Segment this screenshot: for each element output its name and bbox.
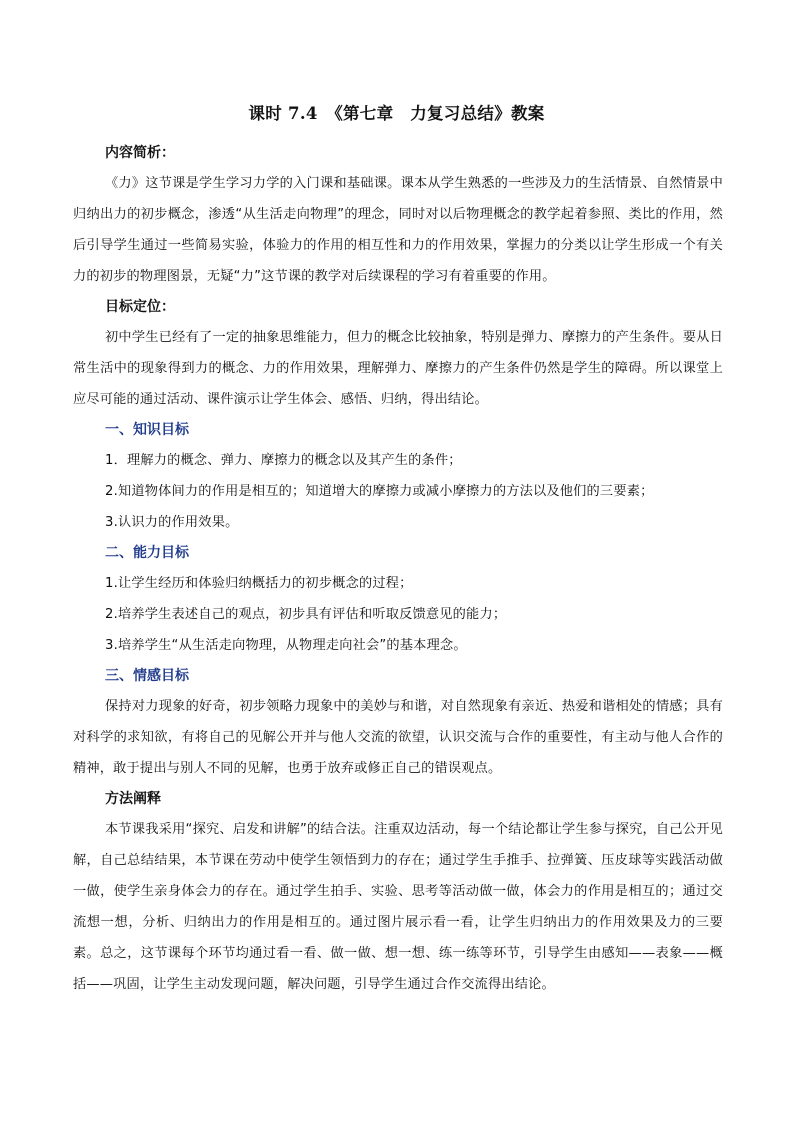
knowledge-item: 3.认识力的作用效果。 [105, 515, 239, 530]
document-title: 课时 7.4 《第七章 力复习总结》教案 [248, 104, 545, 123]
method-paragraph: 本节课我采用“探究、启发和讲解”的结合法。注重双边活动，每一个结论都让学生参与探究，自己公开见解，自己总结结果，本节课在劳动中使学生领悟到力的存在；通过学生手推手、拉弹簧、压皮球等实践活动做一做，使学生亲身体会力的存在。通过学生拍手、实验、思考等活动做一做，体会力的作用是相互的；通过交流想一想，分析、归纳出力的作用是相互的。通过图片展示看一看，让学生归纳出力的作用效果及力的三要素。总之，这节课每个环节均通过看一看、做一做、想一想、练一练等环节，引导学生由感知——表象——概括——巩固，让学生主动发现问题，解决问题，引导学生通过合作交流得出结论。 [73, 822, 723, 992]
method-heading: 方法阐释 [105, 791, 161, 807]
knowledge-item: 1．理解力的概念、弹力、摩擦力的概念以及其产生的条件； [105, 453, 462, 468]
emotion-paragraph: 保持对力现象的好奇，初步领略力现象中的美妙与和谐，对自然现象有亲近、热爱和谐相处的情感；具有对科学的求知欲，有将自己的见解公开并与他人交流的欲望，认识交流与合作的重要性，有主动与他人合作的精神，敢于提出与别人不同的见解，也勇于放弃或修正自己的错误观点。 [73, 699, 723, 776]
ability-goal-heading: 二、能力目标 [105, 545, 189, 561]
content-analysis-paragraph: 《力》这节课是学生学习力学的入门课和基础课。课本从学生熟悉的一些涉及力的生活情景、自然情景中归纳出力的初步概念，渗透“从生活走向物理”的理念，同时对以后物理概念的教学起着参照、类比的作用，然后引导学生通过一些简易实验，体验力的作用的相互性和力的作用效果，掌握力的分类以让学生形成一个有关力的初步的物理图景，无疑“力”这节课的教学对后续课程的学习有着重要的作用。 [73, 176, 723, 284]
ability-item: 1.让学生经历和体验归纳概括力的初步概念的过程； [105, 576, 413, 591]
ability-item: 3.培养学生“从生活走向物理，从物理走向社会”的基本理念。 [105, 638, 467, 653]
goal-heading: 目标定位： [105, 299, 175, 315]
knowledge-goal-heading: 一、知识目标 [105, 422, 189, 438]
ability-item: 2.培养学生表述自己的观点，初步具有评估和听取反馈意见的能力； [105, 607, 507, 622]
content-analysis-heading: 内容简析： [105, 145, 175, 161]
goal-paragraph: 初中学生已经有了一定的抽象思维能力，但力的概念比较抽象，特别是弹力、摩擦力的产生条件。要从日常生活中的现象得到力的概念、力的作用效果，理解弹力、摩擦力的产生条件仍然是学生的障碍。所以课堂上应尽可能的通过活动、课件演示让学生体会、感悟、归纳，得出结论。 [73, 330, 723, 407]
document-body [73, 138, 723, 1000]
knowledge-item: 2.知道物体间力的作用是相互的；知道增大的摩擦力或减小摩擦力的方法以及他们的三要素； [105, 484, 654, 499]
emotion-goal-heading: 三、情感目标 [105, 668, 189, 684]
